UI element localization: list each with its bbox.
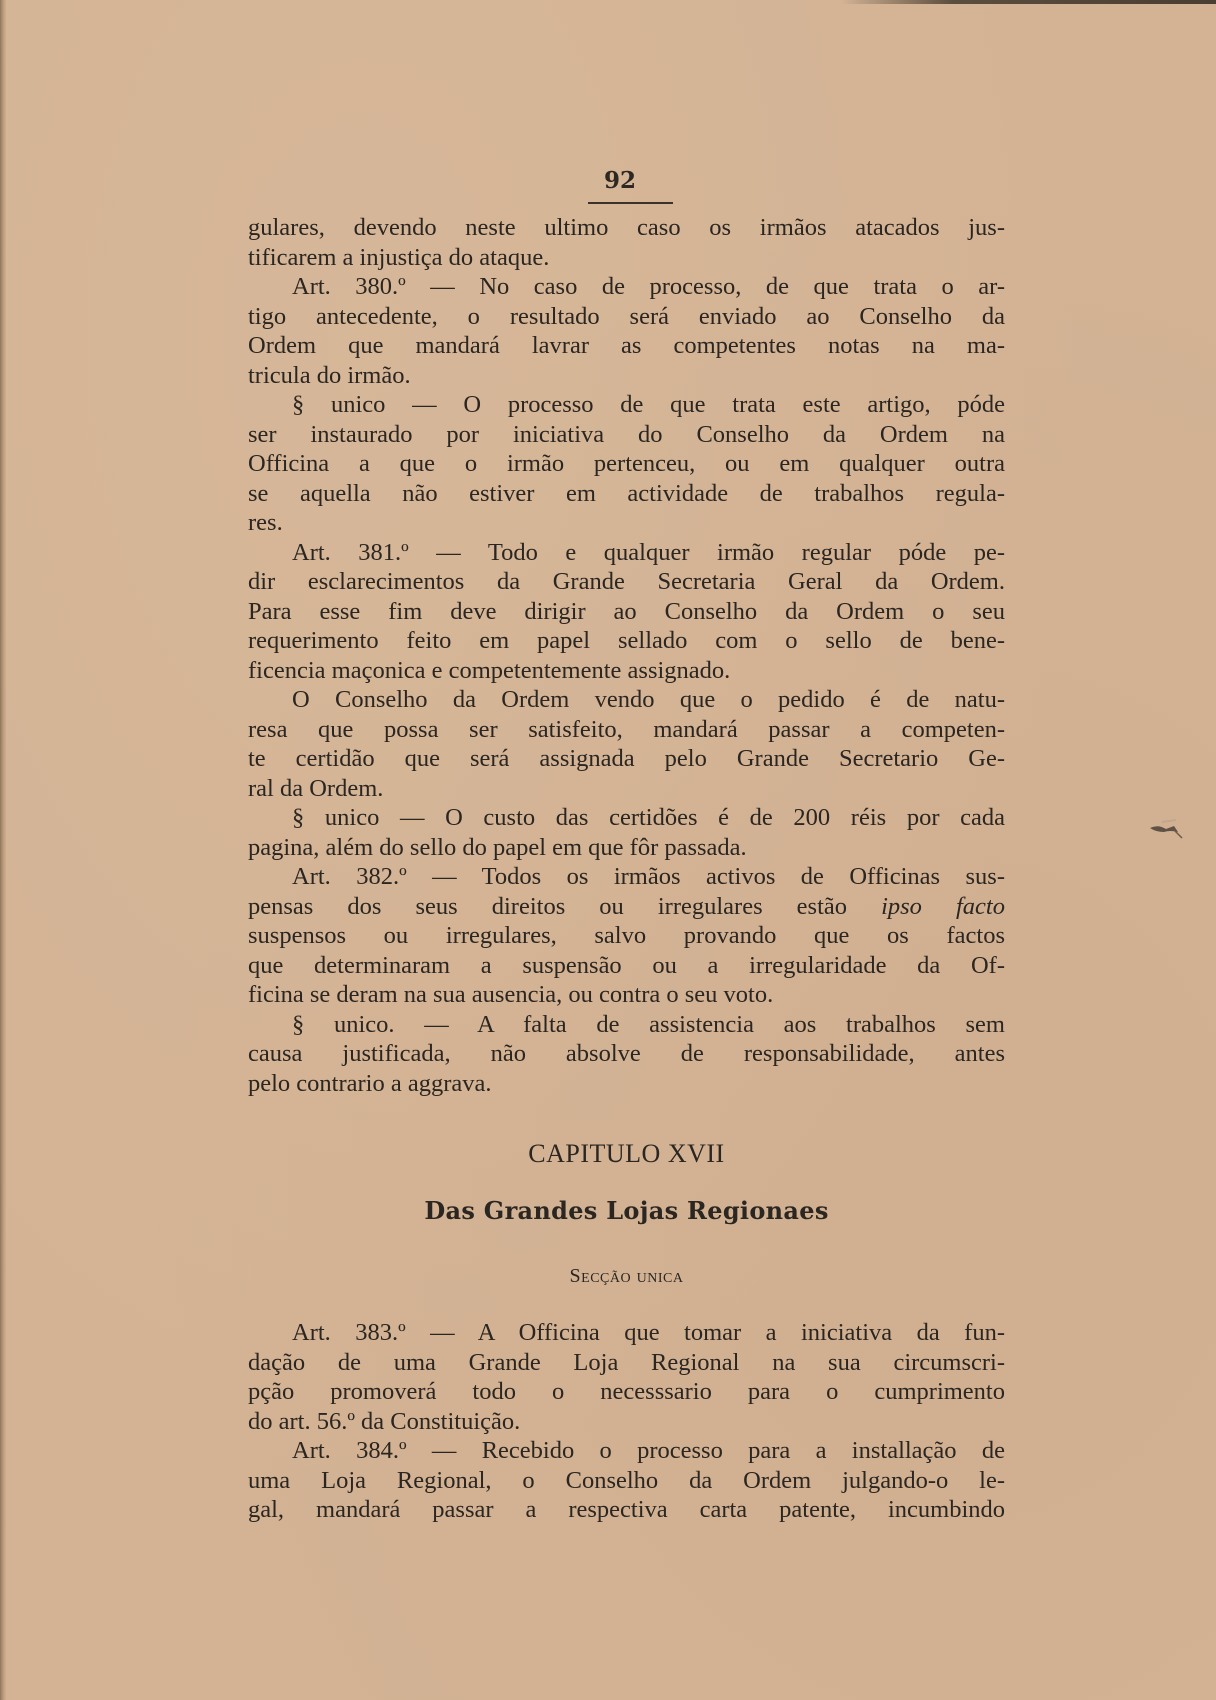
text-line: Para esse fim deve dirigir ao Conselho da Ordem o seu bbox=[248, 597, 1005, 625]
text-line: ficencia maçonica e competentemente assignado. bbox=[248, 656, 731, 684]
body-text-block-2 bbox=[248, 1318, 1005, 1525]
text-line: Officina a que o irmão pertenceu, ou em qualquer outra bbox=[248, 450, 1005, 477]
text-line: ser instaurado por iniciativa do Conselho da Ordem na bbox=[248, 420, 1005, 448]
page-top-edge bbox=[840, 0, 1216, 4]
text-line: res. bbox=[248, 509, 283, 536]
page-number-rule bbox=[588, 202, 673, 204]
text-line: Ordem que mandará lavrar as competentes notas na ma- bbox=[248, 332, 1005, 359]
text-line: Art. 380.º — No caso de processo, de que trata o ar- bbox=[292, 273, 1005, 300]
text-line: § unico. — A falta de assistencia aos trabalhos sem bbox=[292, 1010, 1005, 1038]
text-line: te certidão que será assignada pelo Grande Secretario Ge- bbox=[248, 745, 1005, 772]
body-text-block bbox=[248, 213, 1005, 1098]
text-line: dir esclarecimentos da Grande Secretaria Geral da Ordem. bbox=[248, 568, 1005, 595]
text-line: resa que possa ser satisfeito, mandará passar a competen- bbox=[248, 715, 1005, 743]
page-number: 92 bbox=[603, 167, 636, 194]
ink-smudge-icon bbox=[1148, 818, 1184, 840]
text-line-segment: pensas dos seus direitos ou irregulares estão bbox=[248, 892, 882, 920]
text-line: ficina se deram na sua ausencia, ou contra o seu voto. bbox=[248, 981, 774, 1008]
text-line bbox=[248, 892, 1005, 922]
text-line: § unico — O processo de que trata este artigo, póde bbox=[292, 391, 1005, 418]
text-line: gulares, devendo neste ultimo caso os irmãos atacados jus- bbox=[248, 214, 1005, 241]
text-line: Art. 383.º — A Officina que tomar a iniciativa da fun- bbox=[292, 1319, 1005, 1346]
chapter-title: Das Grandes Lojas Regionaes bbox=[424, 1196, 829, 1225]
section-title: Secção unica bbox=[569, 1265, 684, 1287]
text-line: dação de uma Grande Loja Regional na sua circumscri- bbox=[248, 1348, 1005, 1376]
text-line: pelo contrario a aggrava. bbox=[248, 1069, 492, 1097]
text-line: do art. 56.º da Constituição. bbox=[248, 1407, 521, 1435]
text-line: Art. 382.º — Todos os irmãos activos de Officinas sus- bbox=[292, 863, 1005, 890]
text-line: pagina, além do sello do papel em que fôr passada. bbox=[248, 833, 747, 861]
chapter-label: CAPITULO XVII bbox=[528, 1139, 725, 1168]
italic-phrase: ipso facto bbox=[881, 892, 1005, 920]
text-line: tigo antecedente, o resultado será enviado ao Conselho da bbox=[248, 302, 1005, 330]
page-binding-edge bbox=[0, 0, 6, 1700]
text-line: pção promoverá todo o necesssario para o cumprimento bbox=[248, 1378, 1005, 1405]
text-line: § unico — O custo das certidões é de 200 réis por cada bbox=[292, 804, 1005, 831]
text-line: tificarem a injustiça do ataque. bbox=[248, 243, 550, 271]
text-line: suspensos ou irregulares, salvo provando que os factos bbox=[248, 922, 1005, 949]
text-line: requerimento feito em papel sellado com o sello de bene- bbox=[248, 627, 1005, 654]
text-line: se aquella não estiver em actividade de trabalhos regula- bbox=[248, 479, 1005, 507]
text-line: uma Loja Regional, o Conselho da Ordem julgando-o le- bbox=[248, 1466, 1005, 1494]
text-line: tricula do irmão. bbox=[248, 361, 411, 389]
text-line: ral da Ordem. bbox=[248, 774, 384, 802]
text-line: gal, mandará passar a respectiva carta patente, incumbindo bbox=[248, 1496, 1005, 1523]
text-line: Art. 381.º — Todo e qualquer irmão regular póde pe- bbox=[292, 538, 1005, 566]
text-line: causa justificada, não absolve de responsabilidade, antes bbox=[248, 1040, 1005, 1067]
text-line: Art. 384.º — Recebido o processo para a installação de bbox=[292, 1437, 1005, 1464]
text-line: que determinaram a suspensão ou a irregularidade da Of- bbox=[248, 951, 1005, 979]
text-line: O Conselho da Ordem vendo que o pedido é de natu- bbox=[292, 686, 1005, 713]
